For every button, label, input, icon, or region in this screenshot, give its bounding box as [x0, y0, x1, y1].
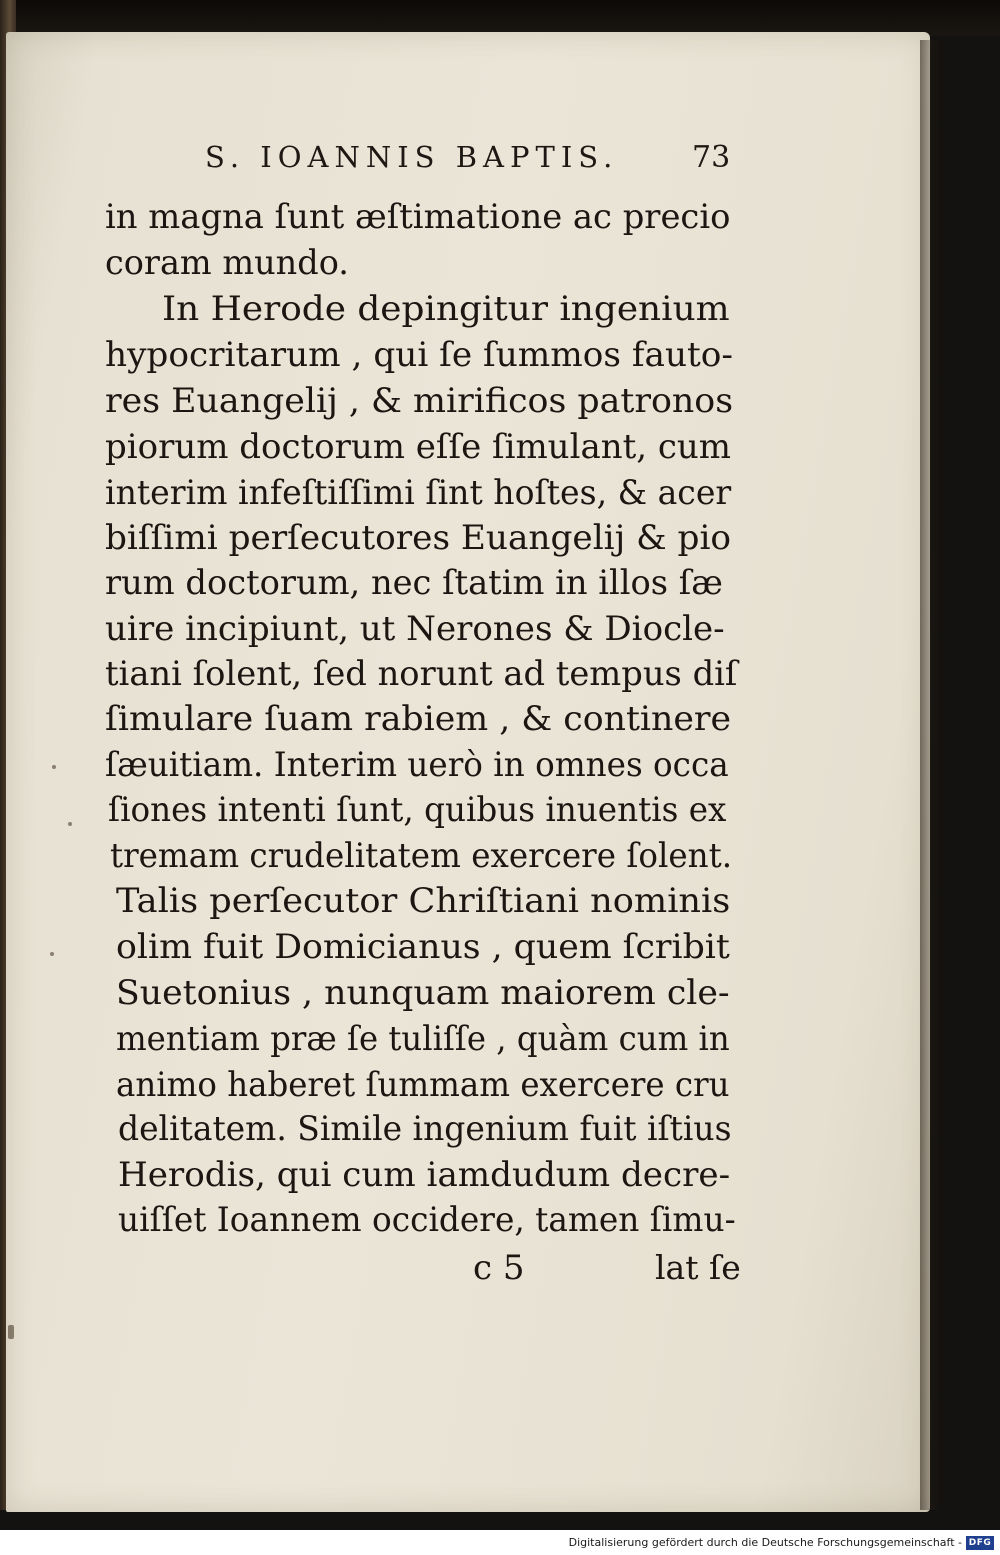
paper-speck — [52, 765, 56, 769]
footer-credit: Digitalisierung gefördert durch die Deutsche Forschungsgemeinschaft - — [568, 1536, 962, 1549]
text-line: tiani ſolent, ſed norunt ad tempus diſ — [105, 654, 738, 693]
page-edge-shadow — [920, 40, 940, 1510]
text-line: ſæuitiam. Interim uerò in omnes occa — [105, 745, 729, 784]
text-line: hypocritarum , qui ſe ſummos fauto- — [105, 335, 734, 374]
text-line: res Euangelij , & mirificos patronos — [105, 381, 734, 420]
text-line: mentiam præ ſe tuliſſe , quàm cum in — [116, 1019, 730, 1058]
text-line: in magna ſunt æſtimatione ac precio — [105, 197, 731, 236]
paper-speck — [8, 1325, 14, 1339]
text-line: In Herode depingitur ingenium — [162, 289, 730, 328]
signature-mark: c 5 — [473, 1248, 525, 1288]
dfg-logo-icon: DFG — [966, 1536, 994, 1550]
text-line: Talis perſecutor Chriſtiani nominis — [116, 881, 731, 920]
text-line: piorum doctorum eſſe ſimulant, cum — [105, 427, 732, 466]
page-number: 73 — [692, 140, 731, 175]
paper-speck — [50, 952, 54, 956]
text-line: uire incipiunt, ut Nerones & Diocle- — [105, 609, 725, 648]
scan-background-top — [0, 0, 1000, 36]
text-line: coram mundo. — [105, 243, 349, 282]
text-line: ſiones intenti ſunt, quibus inuentis ex — [108, 790, 727, 829]
text-line: Herodis, qui cum iamdudum decre- — [118, 1155, 731, 1194]
text-line: ſimulare ſuam rabiem , & continere — [105, 699, 732, 738]
catchword: lat ſe — [655, 1248, 741, 1287]
text-line: interim infeſtiſſimi ſint hoſtes, & acer — [105, 473, 732, 512]
paper-speck — [68, 822, 72, 826]
text-line: animo haberet ſummam exercere cru — [116, 1065, 730, 1104]
text-line: Suetonius , nunquam maiorem cle- — [116, 973, 730, 1012]
text-line: uiſſet Ioannem occidere, tamen ſimu- — [118, 1200, 736, 1239]
text-line: delitatem. Simile ingenium fuit iſtius — [118, 1109, 732, 1148]
running-head: S. IOANNIS BAPTIS. — [205, 140, 619, 174]
text-line: biſſimi perſecutores Euangelij & pio — [105, 518, 732, 557]
text-line: olim fuit Domicianus , quem ſcribit — [116, 927, 730, 966]
text-line: tremam crudelitatem exercere ſolent. — [110, 836, 733, 875]
text-line: rum doctorum, nec ſtatim in illos ſæ — [105, 563, 723, 602]
